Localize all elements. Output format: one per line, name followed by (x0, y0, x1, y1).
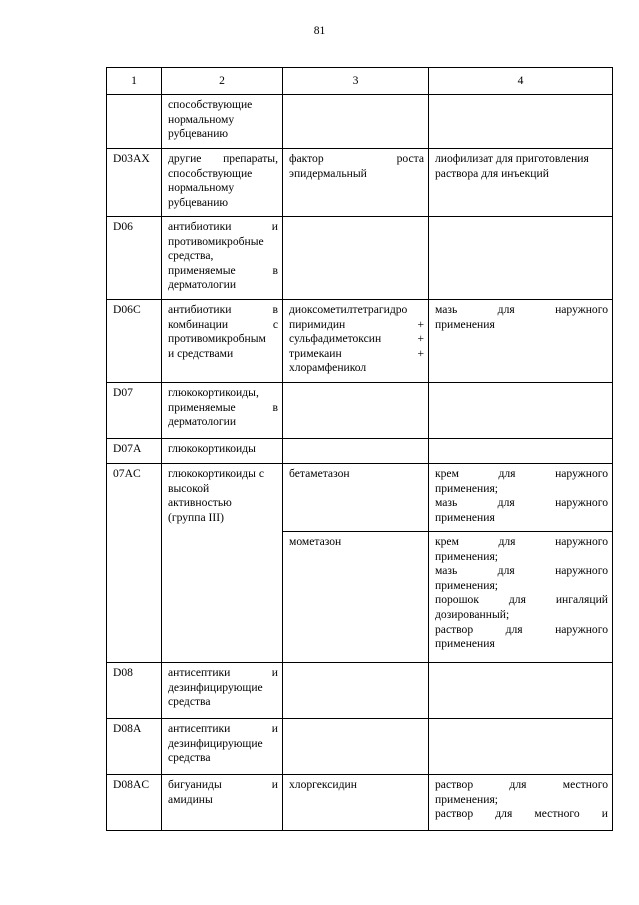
form-cell (429, 532, 613, 663)
table-row (107, 383, 613, 439)
form-line: применения; (435, 481, 499, 495)
substance-cell (283, 95, 429, 149)
group-cell (162, 300, 283, 383)
substance-line: хлоргексидин (289, 778, 357, 791)
form-cell (429, 383, 613, 439)
code-cell: D07A (107, 439, 162, 464)
group-line: дезинфицирующие (168, 736, 263, 750)
group-cell (162, 663, 283, 719)
substance-cell (283, 663, 429, 719)
form-line: мазь для наружного (435, 303, 608, 316)
form-cell (429, 663, 613, 719)
table-row (107, 775, 613, 831)
header-cell: 3 (283, 68, 429, 95)
code-cell: D03AX (107, 149, 162, 217)
group-cell (162, 149, 283, 217)
code-cell: D08 (107, 663, 162, 719)
substance-line: диоксометилтетрагидро (289, 303, 408, 316)
substance-cell (283, 300, 429, 383)
group-line: глюкокортикоиды с (168, 467, 264, 480)
code-cell: D08AC (107, 775, 162, 831)
group-line: нормальному (168, 112, 235, 126)
substance-cell (283, 383, 429, 439)
substance-line: тримекаин + (289, 346, 424, 360)
code-cell: D06 (107, 217, 162, 300)
group-line: антибиотики и (168, 220, 278, 233)
group-line: глюкокортикоиды, (168, 386, 259, 399)
code-cell (107, 95, 162, 149)
substance-line: сульфадиметоксин + (289, 332, 424, 346)
substance-cell (283, 775, 429, 831)
group-line: другие препараты, (168, 152, 278, 165)
form-line: мазь для наружного (435, 496, 608, 510)
code-cell: D07 (107, 383, 162, 439)
form-line: крем для наружного (435, 535, 608, 548)
form-cell (429, 719, 613, 775)
form-cell (429, 149, 613, 217)
substance-cell (283, 464, 429, 532)
header-cell: 4 (429, 68, 613, 95)
group-cell (162, 95, 283, 149)
group-line: дезинфицирующие (168, 680, 263, 694)
form-line: раствор для местного (435, 778, 608, 791)
substance-line: пиримидин + (289, 317, 424, 331)
substance-cell (283, 532, 429, 663)
group-line: средства (168, 751, 211, 765)
group-line: комбинации с (168, 317, 278, 331)
substance-line: хлорамфеникол (289, 361, 367, 375)
group-line: дерматологии (168, 278, 237, 292)
substance-line: бетаметазон (289, 467, 350, 480)
header-row (107, 68, 613, 95)
table-row (107, 300, 613, 383)
group-line: применяемые в (168, 400, 278, 414)
group-line: высокой (168, 481, 210, 495)
form-line: лиофилизат для приготовления (435, 152, 589, 165)
substance-cell (283, 217, 429, 300)
header-cell: 2 (162, 68, 283, 95)
code-cell: 07AC (107, 464, 162, 663)
form-line: дозированный; (435, 607, 510, 621)
substance-cell (283, 149, 429, 217)
group-cell (162, 719, 283, 775)
group-line: амидины (168, 792, 213, 806)
group-line: глюкокортикоиды (168, 442, 256, 455)
group-line: средства, (168, 249, 214, 263)
substance-cell (283, 439, 429, 464)
group-cell (162, 383, 283, 439)
page-number: 81 (313, 24, 326, 37)
drug-table (106, 67, 613, 831)
form-line: крем для наружного (435, 467, 608, 480)
group-line: дерматологии (168, 415, 237, 429)
substance-cell (283, 719, 429, 775)
group-cell (162, 775, 283, 831)
group-line: рубцеванию (168, 127, 229, 141)
group-line: и средствами (168, 346, 234, 360)
form-cell (429, 300, 613, 383)
form-cell (429, 439, 613, 464)
form-line: раствор для местного и (435, 807, 608, 821)
form-line: применения (435, 637, 495, 651)
form-line: порошок для ингаляций (435, 593, 608, 607)
table-row (107, 663, 613, 719)
form-line: применения; (435, 578, 499, 592)
table-row (107, 464, 613, 532)
code-cell: D08A (107, 719, 162, 775)
group-line: рубцеванию (168, 195, 229, 209)
table-row (107, 95, 613, 149)
group-cell (162, 439, 283, 464)
form-line: раствора для инъекций (435, 166, 549, 180)
group-line: применяемые в (168, 263, 278, 277)
group-line: активностью (168, 496, 232, 510)
group-line: антибиотики в (168, 303, 278, 316)
substance-line: эпидермальный (289, 166, 367, 180)
table-row (107, 217, 613, 300)
group-line: способствующие (168, 166, 253, 180)
code-cell: D06C (107, 300, 162, 383)
group-line: средства (168, 695, 211, 709)
form-line: мазь для наружного (435, 564, 608, 578)
form-line: применения; (435, 792, 499, 806)
group-line: способствующие (168, 98, 253, 111)
form-cell (429, 775, 613, 831)
group-line: противомикробные (168, 234, 264, 248)
form-cell (429, 217, 613, 300)
form-line: применения (435, 317, 495, 331)
form-cell (429, 95, 613, 149)
table-row (107, 719, 613, 775)
form-cell (429, 464, 613, 532)
group-line: противомикробным (168, 332, 266, 346)
substance-line: фактор роста (289, 152, 424, 165)
group-line: нормальному (168, 181, 235, 195)
group-cell (162, 217, 283, 300)
substance-line: мометазон (289, 535, 342, 548)
form-line: применения (435, 510, 495, 524)
group-line: бигуаниды и (168, 778, 278, 791)
table-row (107, 439, 613, 464)
form-line: применения; (435, 549, 499, 563)
group-line: антисептики и (168, 666, 278, 679)
header-cell: 1 (107, 68, 162, 95)
group-line: антисептики и (168, 722, 278, 735)
form-line: раствор для наружного (435, 622, 608, 636)
group-line: (группа III) (168, 510, 224, 524)
group-cell (162, 464, 283, 663)
table-row (107, 149, 613, 217)
